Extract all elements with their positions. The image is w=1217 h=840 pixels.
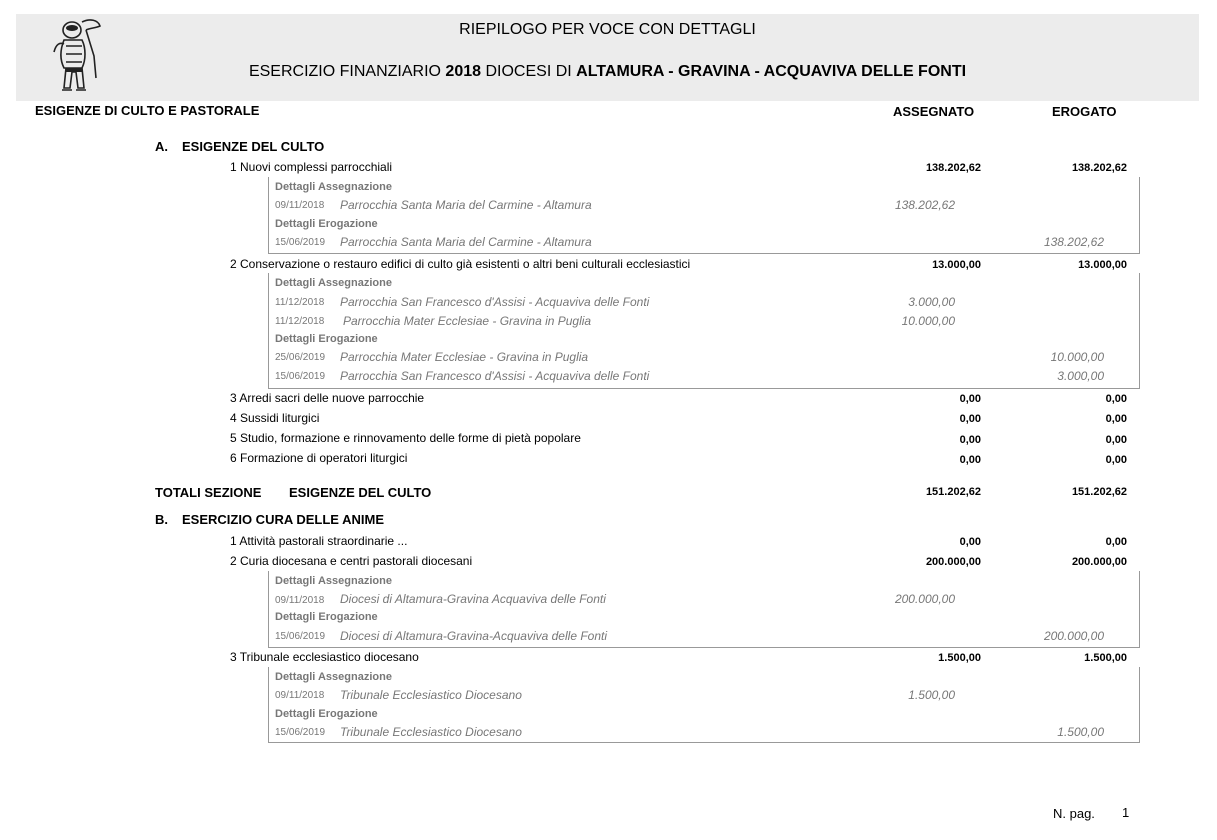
section-letter: B.: [155, 512, 168, 527]
detail-date: 09/11/2018: [275, 200, 325, 211]
detail-beneficiary: Tribunale Ecclesiastico Diocesano: [340, 725, 522, 739]
detail-beneficiary: Parrocchia Santa Maria del Carmine - Altamura: [340, 198, 592, 212]
line-item-disbursed: 200.000,00: [1071, 556, 1127, 568]
detail-amount: 3.000,00: [908, 295, 955, 309]
line-item-label: 6 Formazione di operatori liturgici: [230, 451, 408, 465]
line-item-assigned: 0,00: [959, 536, 981, 548]
category-header: ESIGENZE DI CULTO E PASTORALE: [35, 103, 260, 118]
detail-amount: 200.000,00: [1043, 629, 1104, 643]
disbursed-column-header: EROGATO: [1052, 104, 1117, 119]
line-item-label: 3 Arredi sacri delle nuove parrocchie: [230, 391, 425, 405]
detail-beneficiary: Parrocchia San Francesco d'Assisi - Acquaviva delle Fonti: [340, 369, 650, 383]
detail-beneficiary: Tribunale Ecclesiastico Diocesano: [340, 688, 522, 702]
detail-amount: 3.000,00: [1057, 369, 1104, 383]
detail-beneficiary: Parrocchia Mater Ecclesiae - Gravina in Puglia: [343, 314, 592, 328]
line-item-assigned: 138.202,62: [925, 162, 981, 174]
line-item-assigned: 1.500,00: [938, 652, 981, 664]
detail-amount: 138.202,62: [894, 198, 955, 212]
disbursement-details-label: Dettagli Erogazione: [275, 218, 378, 230]
detail-amount: 1.500,00: [1057, 725, 1104, 739]
assignment-details-label: Dettagli Assegnazione: [275, 671, 392, 683]
detail-date: 25/06/2019: [275, 352, 326, 363]
line-item-disbursed: 0,00: [1105, 434, 1127, 446]
assignment-details-label: Dettagli Assegnazione: [275, 277, 392, 289]
section-total-disbursed: 151.202,62: [1071, 486, 1127, 498]
line-item-label: 5 Studio, formazione e rinnovamento delle forme di pietà popolare: [230, 431, 581, 445]
disbursement-details-label: Dettagli Erogazione: [275, 611, 378, 623]
line-item-disbursed: 138.202,62: [1071, 162, 1127, 174]
line-item-disbursed: 0,00: [1105, 454, 1127, 466]
section-title: ESIGENZE DEL CULTO: [182, 139, 325, 154]
disbursement-details-label: Dettagli Erogazione: [275, 333, 378, 345]
detail-amount: 10.000,00: [901, 314, 955, 328]
detail-date: 11/12/2018: [275, 316, 325, 327]
detail-beneficiary: Diocesi di Altamura-Gravina-Acquaviva delle Fonti: [340, 629, 607, 643]
detail-date: 15/06/2019: [275, 727, 326, 738]
detail-amount: 200.000,00: [894, 592, 955, 606]
report-subtitle: [16, 63, 1199, 81]
section-total-label: TOTALI SEZIONE: [155, 485, 262, 500]
page-number: 1: [1122, 805, 1130, 820]
line-item-label: 4 Sussidi liturgici: [230, 411, 320, 425]
detail-beneficiary: Diocesi di Altamura-Gravina Acquaviva delle Fonti: [340, 592, 606, 606]
line-item-assigned: 13.000,00: [932, 259, 981, 271]
line-item-disbursed: 0,00: [1105, 393, 1127, 405]
detail-amount: 1.500,00: [908, 688, 955, 702]
section-letter: A.: [155, 139, 168, 154]
detail-date: 15/06/2019: [275, 237, 326, 248]
disbursement-details-label: Dettagli Erogazione: [275, 708, 378, 720]
subtitle-mid: DIOCESI DI: [485, 63, 572, 80]
line-item-assigned: 0,00: [959, 393, 981, 405]
detail-beneficiary: Parrocchia San Francesco d'Assisi - Acquaviva delle Fonti: [340, 295, 650, 309]
detail-date: 09/11/2018: [275, 690, 325, 701]
line-item-label: 3 Tribunale ecclesiastico diocesano: [230, 650, 419, 664]
section-total-name: ESIGENZE DEL CULTO: [289, 485, 432, 500]
detail-date: 11/12/2018: [275, 297, 325, 308]
report-title: RIEPILOGO PER VOCE CON DETTAGLI: [459, 21, 756, 38]
detail-beneficiary: Parrocchia Santa Maria del Carmine - Altamura: [340, 235, 592, 249]
detail-date: 15/06/2019: [275, 371, 326, 382]
detail-amount: 10.000,00: [1050, 350, 1104, 364]
detail-date: 15/06/2019: [275, 631, 326, 642]
detail-amount: 138.202,62: [1043, 235, 1104, 249]
section-title: ESERCIZIO CURA DELLE ANIME: [182, 512, 384, 527]
line-item-assigned: 0,00: [959, 454, 981, 466]
assignment-details-label: Dettagli Assegnazione: [275, 575, 392, 587]
fiscal-year: 2018: [445, 63, 482, 80]
line-item-label: 1 Attività pastorali straordinarie ...: [230, 534, 408, 548]
diocese-name: ALTAMURA - GRAVINA - ACQUAVIVA DELLE FONTI: [576, 63, 967, 80]
line-item-disbursed: 1.500,00: [1084, 652, 1127, 664]
line-item-disbursed: 0,00: [1105, 413, 1127, 425]
line-item-assigned: 200.000,00: [925, 556, 981, 568]
assignment-details-label: Dettagli Assegnazione: [275, 181, 392, 193]
line-item-label: 2 Conservazione o restauro edifici di culto già esistenti o altri beni culturali ecclesiastici: [230, 257, 691, 271]
line-item-assigned: 0,00: [959, 434, 981, 446]
section-total-assigned: 151.202,62: [925, 486, 981, 498]
line-item-label: 1 Nuovi complessi parrocchiali: [230, 160, 393, 174]
assigned-column-header: ASSEGNATO: [893, 104, 975, 119]
line-item-label: 2 Curia diocesana e centri pastorali diocesani: [230, 554, 473, 568]
line-item-assigned: 0,00: [959, 413, 981, 425]
line-item-disbursed: 0,00: [1105, 536, 1127, 548]
subtitle-prefix: ESERCIZIO FINANZIARIO: [248, 63, 441, 80]
detail-date: 09/11/2018: [275, 595, 325, 606]
line-item-disbursed: 13.000,00: [1078, 259, 1127, 271]
detail-beneficiary: Parrocchia Mater Ecclesiae - Gravina in Puglia: [340, 350, 589, 364]
page-number-label: N. pag.: [1053, 806, 1095, 821]
